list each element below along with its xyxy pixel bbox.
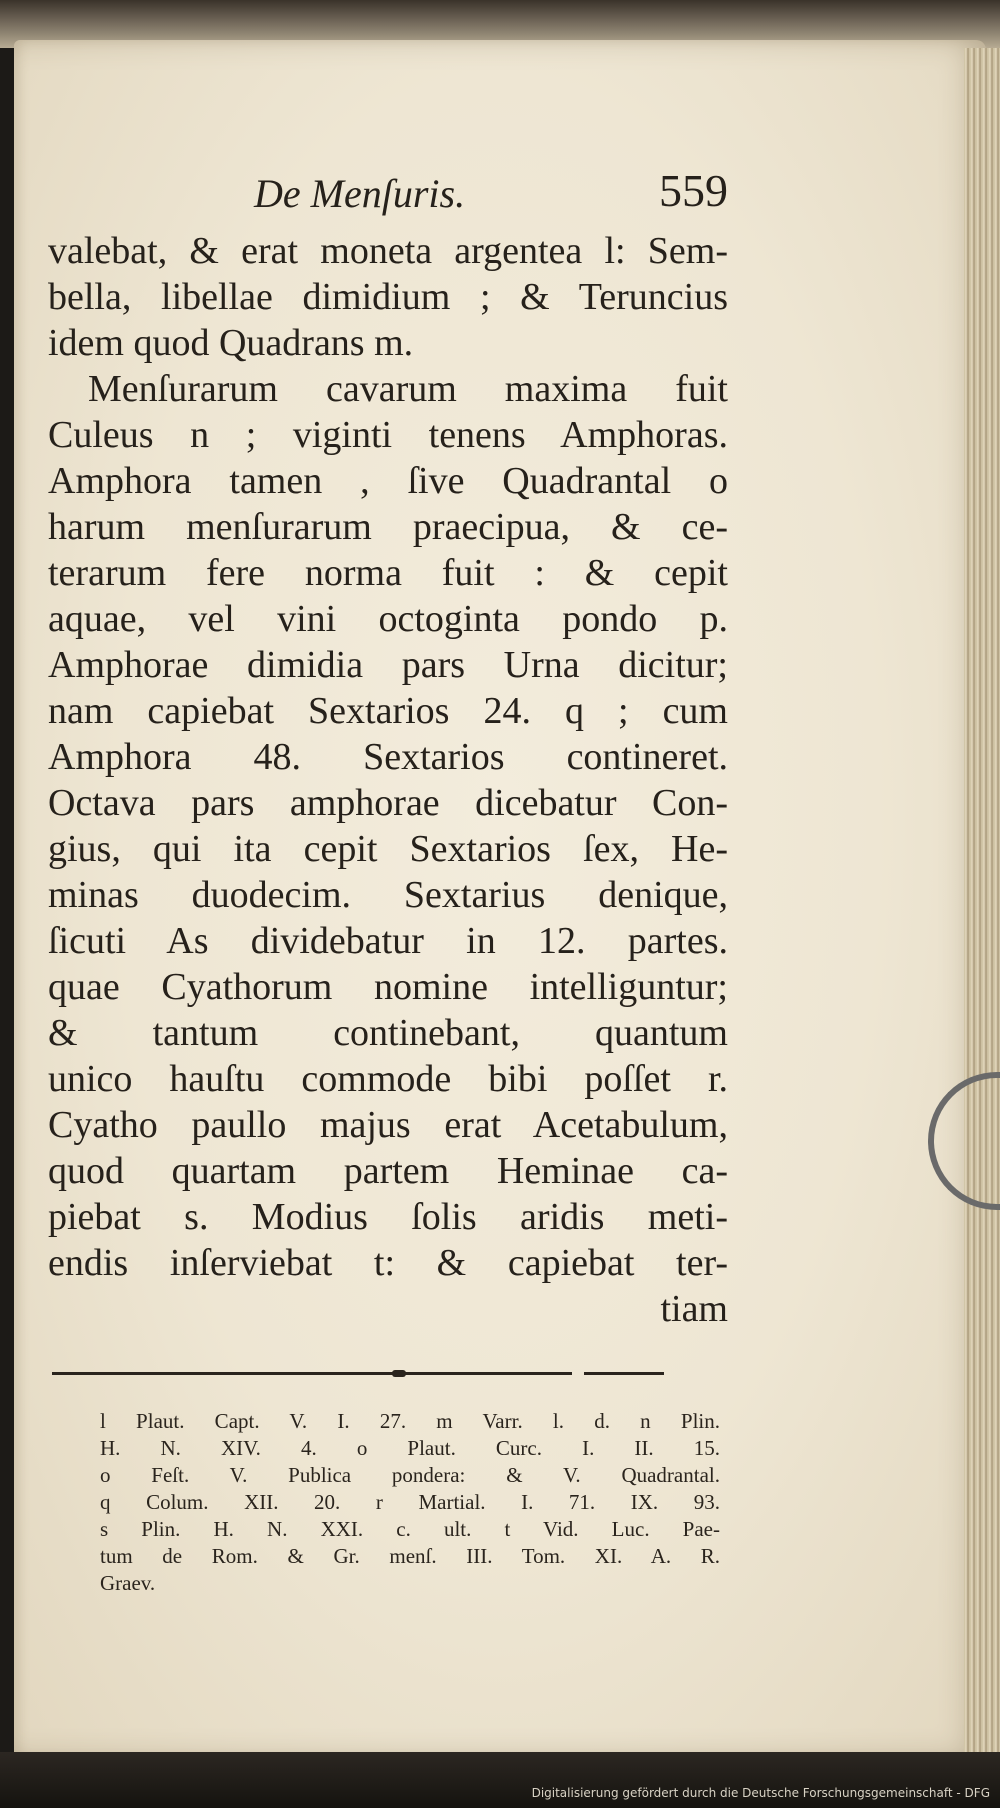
text-line: quod quartam partem Heminae ca- — [48, 1150, 728, 1192]
text-line: idem quod Quadrans m. — [48, 322, 414, 364]
rule-line — [52, 1372, 572, 1375]
footnote-line: o Feſt. V. Publica pondera: & V. Quadrantal. — [100, 1463, 720, 1487]
text-line: Menſurarum cavarum maxima fuit — [88, 368, 728, 410]
text-line: Culeus n ; viginti tenens Amphoras. — [48, 414, 728, 456]
text-line: nam capiebat Sextarios 24. q ; cum — [48, 690, 728, 732]
text-line: minas duodecim. Sextarius denique, — [48, 874, 728, 916]
text-line: endis inſerviebat t: & capiebat ter- — [48, 1242, 728, 1284]
text-line: Octava pars amphorae dicebatur Con- — [48, 782, 728, 824]
footnote-line: s Plin. H. N. XXI. c. ult. t Vid. Luc. Pae- — [100, 1517, 720, 1541]
footnote-rule — [52, 1370, 722, 1382]
rule-ornament — [392, 1370, 406, 1377]
page-number: 559 — [659, 165, 728, 216]
book-fore-edge — [964, 48, 1000, 1768]
footnotes — [100, 1408, 720, 1597]
footnote-line: H. N. XIV. 4. o Plaut. Curc. I. II. 15. — [100, 1436, 720, 1460]
catchword: tiam — [660, 1288, 728, 1330]
footnote-line: tum de Rom. & Gr. menſ. III. Tom. XI. A. R. — [100, 1544, 720, 1568]
text-line: terarum fere norma fuit : & cepit — [48, 552, 728, 594]
text-line: & tantum continebant, quantum — [48, 1012, 728, 1054]
text-line: Amphora tamen , ſive Quadrantal o — [48, 460, 728, 502]
text-line: Amphorae dimidia pars Urna dicitur; — [48, 644, 728, 686]
page-header — [48, 165, 728, 228]
text-line: quae Cyathorum nomine intelliguntur; — [48, 966, 728, 1008]
text-line: aquae, vel vini octoginta pondo p. — [48, 598, 728, 640]
text-line: Amphora 48. Sextarios contineret. — [48, 736, 728, 778]
text-line: harum menſurarum praecipua, & ce- — [48, 506, 728, 548]
footnote-line: Graev. — [100, 1571, 156, 1595]
footnote-line: l Plaut. Capt. V. I. 27. m Varr. l. d. n Plin. — [100, 1409, 720, 1433]
text-line: piebat s. Modius ſolis aridis meti- — [48, 1196, 728, 1238]
text-line: valebat, & erat moneta argentea l: Sem- — [48, 230, 728, 272]
digitization-credit: Digitalisierung gefördert durch die Deutsche Forschungsgemeinschaft - DFG — [531, 1786, 990, 1800]
text-line: Cyatho paullo majus erat Acetabulum, — [48, 1104, 728, 1146]
main-text-column — [48, 165, 728, 1332]
text-line: bella, libellae dimidium ; & Teruncius — [48, 276, 728, 318]
text-line: unico hauſtu commode bibi poſſet r. — [48, 1058, 728, 1100]
text-line: gius, qui ita cepit Sextarios ſex, He- — [48, 828, 728, 870]
rule-line — [584, 1372, 664, 1375]
footnote-line: q Colum. XII. 20. r Martial. I. 71. IX. 93. — [100, 1490, 720, 1514]
running-head: De Menſuris. — [254, 171, 466, 216]
text-line: ſicuti As dividebatur in 12. partes. — [48, 920, 728, 962]
body-text — [48, 228, 728, 1332]
